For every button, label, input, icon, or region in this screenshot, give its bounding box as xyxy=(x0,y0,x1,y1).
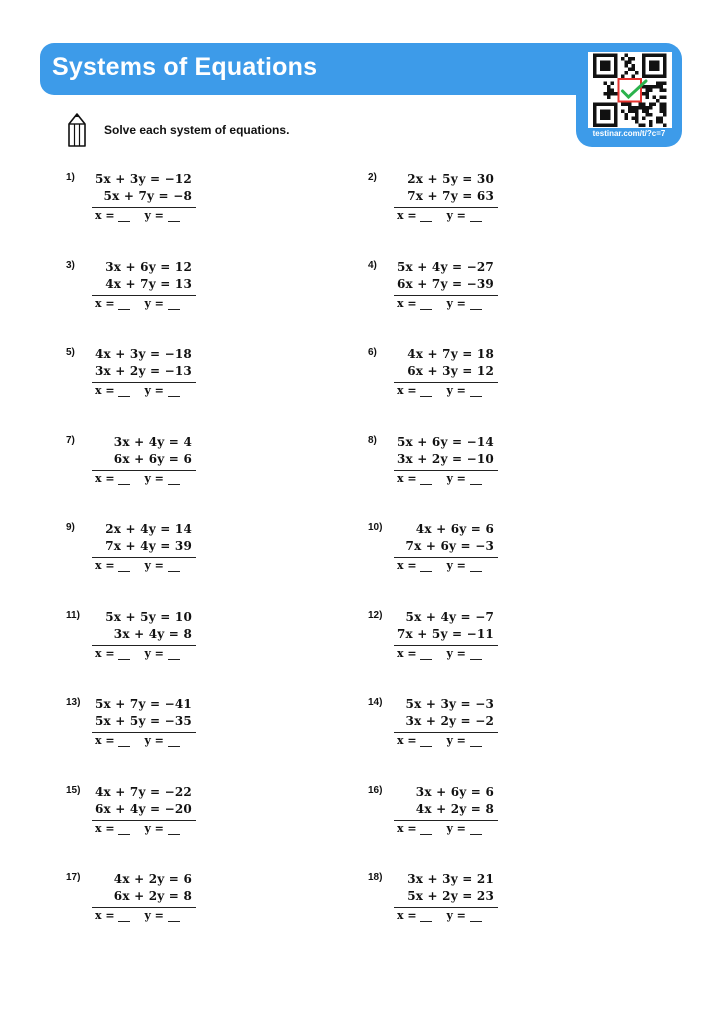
y-answer-blank[interactable] xyxy=(168,473,180,485)
problem-5 xyxy=(66,347,226,409)
y-label: y = xyxy=(144,821,164,835)
equation-2: 6x + 2y = 8 xyxy=(113,889,192,903)
x-label: x = xyxy=(95,559,115,572)
divider-line xyxy=(394,557,498,558)
problem-number: 6) xyxy=(368,347,377,358)
problem-4 xyxy=(368,260,528,322)
pencil-icon xyxy=(66,113,88,147)
equation-2: 7x + 5y = −11 xyxy=(396,626,494,641)
equation-1: 3x + 6y = 6 xyxy=(415,784,494,799)
y-answer-blank[interactable] xyxy=(470,385,482,397)
answer-row xyxy=(95,647,180,660)
problem-9 xyxy=(66,522,226,584)
problem-7 xyxy=(66,435,226,497)
y-label: y = xyxy=(446,471,466,485)
x-answer-blank[interactable] xyxy=(420,385,432,397)
x-label: x = xyxy=(397,821,417,835)
equation-2: 3x + 4y = 8 xyxy=(113,626,192,641)
problem-14 xyxy=(368,697,528,759)
answer-row xyxy=(95,384,180,397)
problem-2 xyxy=(368,172,528,234)
y-answer-blank[interactable] xyxy=(168,823,180,835)
y-answer-blank[interactable] xyxy=(168,298,180,310)
problem-number: 8) xyxy=(368,434,377,446)
equation-1: 3x + 6y = 12 xyxy=(105,259,192,274)
answer-row xyxy=(95,822,180,835)
equation-1: 4x + 6y = 6 xyxy=(415,522,494,536)
divider-line xyxy=(92,557,196,558)
y-answer-blank[interactable] xyxy=(470,210,482,222)
y-label: y = xyxy=(446,821,466,835)
equation-2: 7x + 6y = −3 xyxy=(405,539,494,553)
x-answer-blank[interactable] xyxy=(420,298,432,310)
problem-number: 9) xyxy=(66,522,75,533)
equation-1: 5x + 4y = −7 xyxy=(405,609,494,624)
y-answer-blank[interactable] xyxy=(168,910,180,922)
problem-number: 11) xyxy=(66,609,80,621)
problem-12 xyxy=(368,610,528,672)
equation-1: 2x + 5y = 30 xyxy=(407,172,494,186)
y-answer-blank[interactable] xyxy=(168,210,180,222)
equation-2: 5x + 7y = −8 xyxy=(103,189,192,203)
answer-row xyxy=(397,647,482,660)
divider-line xyxy=(92,295,196,296)
qr-panel xyxy=(576,43,682,147)
x-label: x = xyxy=(397,734,417,747)
problem-6 xyxy=(368,347,528,409)
divider-line xyxy=(394,645,498,646)
y-answer-blank[interactable] xyxy=(470,735,482,747)
x-label: x = xyxy=(397,209,417,222)
x-label: x = xyxy=(95,646,115,660)
x-answer-blank[interactable] xyxy=(420,210,432,222)
x-label: x = xyxy=(397,296,417,310)
equation-1: 5x + 3y = −12 xyxy=(94,172,192,186)
equation-2: 6x + 4y = −20 xyxy=(94,801,192,816)
problem-number: 7) xyxy=(66,434,75,446)
equation-1: 5x + 7y = −41 xyxy=(94,697,192,711)
problem-number: 17) xyxy=(66,872,81,883)
problem-number: 15) xyxy=(66,784,81,796)
instruction-text: Solve each system of equations. xyxy=(104,123,290,137)
equation-1: 5x + 3y = −3 xyxy=(405,697,494,711)
answer-row xyxy=(95,909,180,922)
x-answer-blank[interactable] xyxy=(118,473,130,485)
problem-number: 1) xyxy=(66,172,75,183)
answer-row xyxy=(397,297,482,310)
equation-2: 6x + 3y = 12 xyxy=(407,364,494,378)
problem-number: 16) xyxy=(368,784,383,796)
y-answer-blank[interactable] xyxy=(470,298,482,310)
divider-line xyxy=(394,382,498,383)
equation-2: 6x + 7y = −39 xyxy=(396,276,494,291)
problem-15 xyxy=(66,785,226,847)
divider-line xyxy=(394,470,498,471)
qr-url: testinar.com/t/?c=7 xyxy=(592,129,666,138)
answer-row xyxy=(95,472,180,485)
problem-10 xyxy=(368,522,528,584)
equation-1: 4x + 7y = −22 xyxy=(94,784,192,799)
equation-2: 7x + 4y = 39 xyxy=(105,539,192,553)
problem-number: 10) xyxy=(368,522,383,533)
problem-number: 3) xyxy=(66,259,75,271)
problem-number: 4) xyxy=(368,259,377,271)
x-label: x = xyxy=(397,471,417,485)
answer-row xyxy=(397,472,482,485)
answer-row xyxy=(95,209,180,222)
x-label: x = xyxy=(95,821,115,835)
divider-line xyxy=(92,382,196,383)
x-answer-blank[interactable] xyxy=(118,298,130,310)
problem-17 xyxy=(66,872,226,934)
problem-16 xyxy=(368,785,528,847)
equation-1: 2x + 4y = 14 xyxy=(105,522,192,536)
problem-number: 2) xyxy=(368,172,377,183)
y-answer-blank[interactable] xyxy=(470,648,482,660)
equation-2: 6x + 6y = 6 xyxy=(113,451,192,466)
divider-line xyxy=(92,820,196,821)
problem-3 xyxy=(66,260,226,322)
y-answer-blank[interactable] xyxy=(168,560,180,572)
y-answer-blank[interactable] xyxy=(168,648,180,660)
x-label: x = xyxy=(95,909,115,922)
y-answer-blank[interactable] xyxy=(168,735,180,747)
x-label: x = xyxy=(95,384,115,397)
divider-line xyxy=(92,645,196,646)
equation-1: 4x + 3y = −18 xyxy=(94,347,192,361)
answer-row xyxy=(397,909,482,922)
y-label: y = xyxy=(144,296,164,310)
x-answer-blank[interactable] xyxy=(118,823,130,835)
y-label: y = xyxy=(144,384,164,397)
x-answer-blank[interactable] xyxy=(420,735,432,747)
problem-number: 12) xyxy=(368,609,383,621)
equation-1: 3x + 3y = 21 xyxy=(407,872,494,886)
problem-number: 13) xyxy=(66,697,81,708)
qr-code-icon xyxy=(588,52,672,128)
answer-row xyxy=(397,559,482,572)
equation-2: 4x + 7y = 13 xyxy=(105,276,192,291)
x-label: x = xyxy=(95,209,115,222)
problem-8 xyxy=(368,435,528,497)
equation-2: 3x + 2y = −2 xyxy=(405,714,494,728)
divider-line xyxy=(92,732,196,733)
problem-11 xyxy=(66,610,226,672)
equation-2: 3x + 2y = −10 xyxy=(396,451,494,466)
problem-number: 18) xyxy=(368,872,383,883)
answer-row xyxy=(397,734,482,747)
x-answer-blank[interactable] xyxy=(118,385,130,397)
y-answer-blank[interactable] xyxy=(168,385,180,397)
answer-row xyxy=(397,384,482,397)
page-title: Systems of Equations xyxy=(52,53,318,81)
y-label: y = xyxy=(144,646,164,660)
problem-13 xyxy=(66,697,226,759)
instruction-row xyxy=(66,112,289,148)
x-answer-blank[interactable] xyxy=(118,648,130,660)
y-answer-blank[interactable] xyxy=(470,560,482,572)
answer-row xyxy=(397,822,482,835)
answer-row xyxy=(95,559,180,572)
answer-row xyxy=(397,209,482,222)
x-label: x = xyxy=(397,384,417,397)
equation-1: 5x + 4y = −27 xyxy=(396,259,494,274)
answer-row xyxy=(95,297,180,310)
divider-line xyxy=(394,907,498,908)
y-label: y = xyxy=(446,209,466,222)
y-label: y = xyxy=(446,646,466,660)
equation-1: 4x + 7y = 18 xyxy=(407,347,494,361)
y-label: y = xyxy=(446,296,466,310)
y-label: y = xyxy=(144,909,164,922)
x-label: x = xyxy=(397,559,417,572)
header-bar xyxy=(40,43,600,95)
equation-2: 5x + 2y = 23 xyxy=(407,889,494,903)
x-answer-blank[interactable] xyxy=(118,560,130,572)
y-label: y = xyxy=(144,734,164,747)
equation-2: 3x + 2y = −13 xyxy=(94,364,192,378)
problem-18 xyxy=(368,872,528,934)
y-answer-blank[interactable] xyxy=(470,823,482,835)
x-label: x = xyxy=(95,296,115,310)
y-label: y = xyxy=(144,471,164,485)
equation-1: 4x + 2y = 6 xyxy=(113,872,192,886)
y-label: y = xyxy=(144,559,164,572)
x-label: x = xyxy=(95,734,115,747)
equation-1: 5x + 6y = −14 xyxy=(396,434,494,449)
divider-line xyxy=(394,732,498,733)
x-label: x = xyxy=(397,909,417,922)
y-label: y = xyxy=(446,734,466,747)
divider-line xyxy=(92,470,196,471)
x-answer-blank[interactable] xyxy=(420,648,432,660)
x-label: x = xyxy=(397,646,417,660)
x-answer-blank[interactable] xyxy=(420,823,432,835)
x-answer-blank[interactable] xyxy=(420,473,432,485)
x-answer-blank[interactable] xyxy=(118,910,130,922)
y-answer-blank[interactable] xyxy=(470,910,482,922)
answer-row xyxy=(95,734,180,747)
x-answer-blank[interactable] xyxy=(420,560,432,572)
x-answer-blank[interactable] xyxy=(118,210,130,222)
equation-2: 4x + 2y = 8 xyxy=(415,801,494,816)
divider-line xyxy=(92,907,196,908)
equation-1: 3x + 4y = 4 xyxy=(113,434,192,449)
divider-line xyxy=(394,295,498,296)
y-label: y = xyxy=(446,559,466,572)
equation-2: 7x + 7y = 63 xyxy=(407,189,494,203)
x-answer-blank[interactable] xyxy=(118,735,130,747)
problem-number: 14) xyxy=(368,697,383,708)
y-answer-blank[interactable] xyxy=(470,473,482,485)
x-label: x = xyxy=(95,471,115,485)
divider-line xyxy=(394,207,498,208)
divider-line xyxy=(92,207,196,208)
y-label: y = xyxy=(446,909,466,922)
problem-1 xyxy=(66,172,226,234)
divider-line xyxy=(394,820,498,821)
y-label: y = xyxy=(446,384,466,397)
y-label: y = xyxy=(144,209,164,222)
equation-2: 5x + 5y = −35 xyxy=(94,714,192,728)
equation-1: 5x + 5y = 10 xyxy=(105,609,192,624)
problem-number: 5) xyxy=(66,347,75,358)
x-answer-blank[interactable] xyxy=(420,910,432,922)
